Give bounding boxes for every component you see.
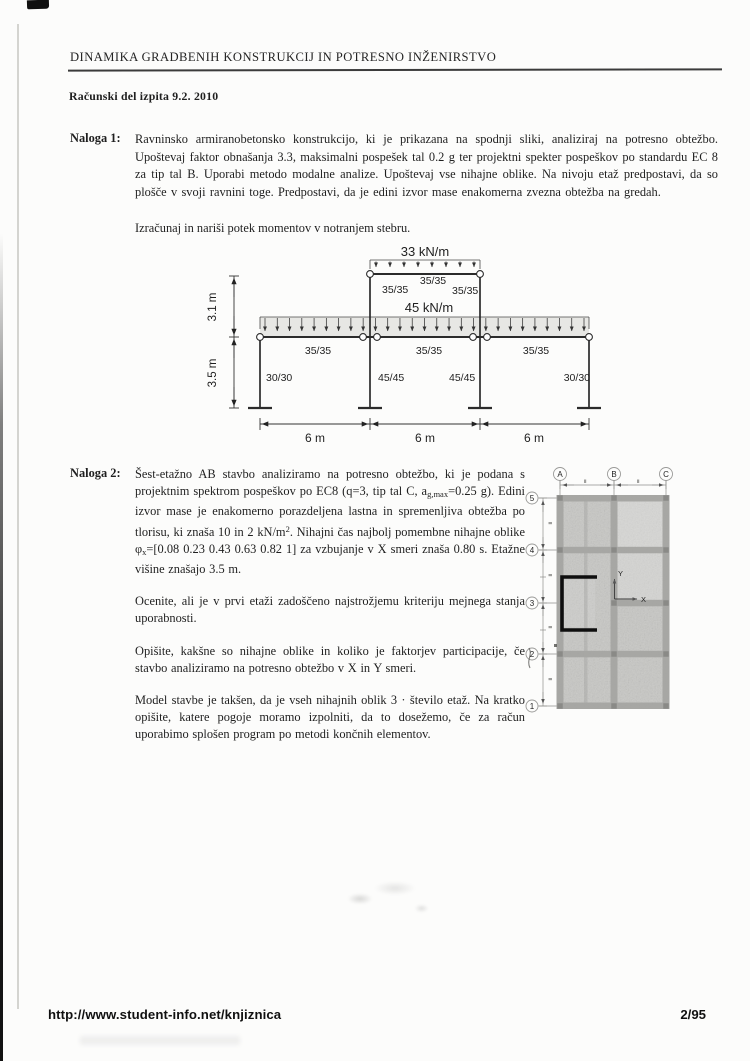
scan-smudge [80,1036,240,1045]
scan-artifact-mark [27,0,49,9]
storey-height-lower: 3.5 m [207,358,219,388]
task-2-p1-text: =[0.08 0.23 0.43 0.63 0.82 1] za vzbujanje v X smeri znaša 0.80 s. Etažne višine znašajo 3.5 m. [135,541,525,577]
top-load-label: 33 kN/m [400,247,450,259]
axis-label-3: 3 [529,598,535,608]
task-2-label: Naloga 2: [70,466,121,480]
beam-label-2: 35/35 [415,345,443,357]
task-1 [70,131,722,201]
exam-subtitle: Računski del izpita 9.2. 2010 [69,89,219,103]
task-2-paragraph-1 [135,466,525,578]
span-label-2: 6 m [414,431,436,445]
task-2-p1-text: . Nihajni čas najbolj pomembne nihajne oblike φ [135,524,525,556]
top-load-outline [370,260,480,269]
axis-y-label: Y [618,569,624,578]
course-title: DINAMIKA GRADBENIH KONSTRUKCIJ IN POTRESNO INŽENIRSTVO [70,50,497,64]
task-2-paragraph-3: Opišite, kakšne so nihajne oblike in koliko je faktorjev participacije, če stavbo analiziramo na potresno obtežbo v X in Y smeri. [135,643,525,675]
axis-label-C: C [663,469,669,479]
floor-plan-diagram [518,458,708,733]
footer-url: http://www.student-info.net/knjiznica [48,1007,282,1022]
mid-load-label: 45 kN/m [404,300,454,315]
task-2 [70,466,530,744]
span-dimension-line [260,418,589,430]
pencil-dot [554,644,557,647]
top-load-arrows [376,262,474,268]
storey-height-upper: 3.1 m [207,292,219,322]
column-label-1: 30/30 [266,372,293,384]
axis-label-2: 2 [529,649,535,659]
upper-column-left-label: 35/35 [382,284,409,296]
height-dimension-line [229,276,239,408]
task-2-p1-text: =0.25 g). Edini izvor mase je enakomerno porazdeljena lastna in spremenljiva obtežba po tlorisu, ki znaša 10 in 2 kN/m [135,484,525,539]
subscript-gmax: g,max [427,489,449,500]
frame-structure-diagram [192,247,667,452]
column-label-3: 45/45 [449,372,476,384]
span-label-1: 6 m [304,431,326,445]
task-2-body [135,466,525,744]
axis-x-label: X [641,595,647,604]
task-2-p1-text: Šest-etažno AB stavbo analiziramo na potresno obtežbo, ki je podana s projektnim spektrom pospeškov po EC8 (q=3, tip tal C, a [135,467,525,499]
task-1-body [135,131,718,201]
axis-label-1: 1 [529,701,535,711]
task-1-label: Naloga 1: [70,131,121,145]
axis-label-B: B [611,469,617,479]
frame-members [258,274,591,407]
task-1-instruction: Izračunaj in nariši potek momentov v notranjem stebru. [135,221,411,235]
subscript-x: x [142,546,147,557]
axis-label-A: A [557,469,563,479]
task-2-paragraph-2: Ocenite, ali je v prvi etaži zadoščeno najstrožjemu kriteriju mejnega stanja uporabnosti. [135,594,525,626]
beam-label-1: 35/35 [304,345,332,357]
axis-label-5: 5 [529,493,535,503]
scan-edge-shadow [0,0,3,1061]
title-underline [68,68,722,71]
task-2-paragraph-4: Model stavbe je takšen, da je vseh nihajnih oblik 3 · število etaž. Na kratko opišite, katere pogoje moramo izpolniti, da to dosežemo, če za račun uporabimo splošen program po metodi končnih elementov. [135,693,525,742]
footer-page-number: 2/95 [680,1007,706,1022]
scan-smudge [318,870,458,918]
task-1-paragraph: Ravninsko armiranobetonsko konstrukcijo, ki je prikazana na spodnji sliki, analiziraj na potresno obtežbo. Upoštevaj faktor obnašanja 3.3, maksimalni pospešek tal 0.2 g ter projektni spekter pospeškov po standardu EC 8 za tip tal B. Uporabi metodo modalne analize. Upoštevaj vse nihajne oblike. Na nivoju etaž predpostavi, da so plošče v svoji ravnini toge. Predpostavi, da je edini izvor mase enakomerna zvezna obtežba na gredah. [135,132,718,199]
upper-column-right-label: 35/35 [452,285,479,297]
scan-artifact-line [17,24,19,1009]
span-label-3: 6 m [523,431,545,445]
superscript-2: 2 [285,523,290,534]
column-label-4: 30/30 [563,372,590,384]
upper-beam-label: 35/35 [419,275,447,287]
axis-label-4: 4 [529,545,535,555]
beam-label-3: 35/35 [522,345,550,357]
column-label-2: 45/45 [378,372,405,384]
